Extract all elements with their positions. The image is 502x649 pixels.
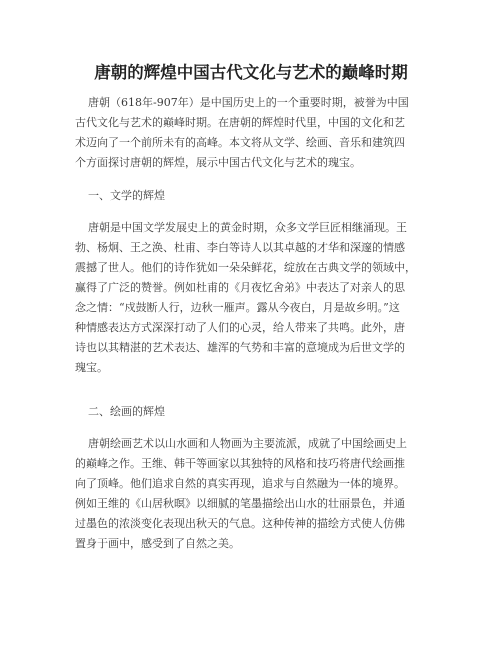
intro-line: 古代文化与艺术的巅峰时期。在唐朝的辉煌时代里，中国的文化和艺 [75, 116, 405, 129]
intro-line: 术迈向了一个前所未有的高峰。本文将从文学、绘画、音乐和建筑四 [75, 136, 405, 149]
section-heading-painting: 二、绘画的辉煌 [88, 405, 165, 418]
paragraph-line: 念之情：“戍鼓断人行，边秋一雁声。露从今夜白，月是故乡明。”这 [75, 301, 400, 314]
paragraph-line: 置身于画中，感受到了自然之美。 [75, 537, 240, 550]
paragraph-line: 种情感表达方式深深打动了人们的心灵，给人带来了共鸣。此外，唐 [75, 321, 405, 334]
intro-line: 唐朝（618年-907年）是中国历史上的一个重要时期，被誉为中国 [88, 96, 409, 109]
section-heading-literature: 一、文学的辉煌 [88, 189, 165, 202]
paragraph-line: 瑰宝。 [75, 361, 108, 374]
document-title: 唐朝的辉煌中国古代文化与艺术的巅峰时期 [94, 63, 408, 82]
paragraph-line: 赢得了广泛的赞誉。例如杜甫的《月夜忆舍弟》中表达了对亲人的思 [75, 281, 405, 294]
paragraph-line: 诗也以其精湛的艺术表达、雄浑的气势和丰富的意境成为后世文学的 [75, 341, 405, 354]
paragraph-line: 勃、杨炯、王之涣、杜甫、李白等诗人以其卓越的才华和深邃的情感 [75, 241, 405, 254]
intro-line: 个方面探讨唐朝的辉煌，展示中国古代文化与艺术的瑰宝。 [75, 156, 361, 169]
paragraph-line: 唐朝是中国文学发展史上的黄金时期，众多文学巨匠相继涌现。王 [88, 221, 407, 234]
paragraph-line: 震撼了世人。他们的诗作犹如一朵朵鲜花，绽放在古典文学的领域中， [75, 261, 416, 274]
paragraph-line: 过墨色的浓淡变化表现出秋天的气息。这种传神的描绘方式使人仿佛 [75, 517, 405, 530]
paragraph-line: 向了顶峰。他们追求自然的真实再现，追求与自然融为一体的境界。 [75, 477, 405, 490]
paragraph-line: 例如王维的《山居秋暝》以细腻的笔墨描绘出山水的壮丽景色，并通 [75, 497, 405, 510]
paragraph-line: 唐朝绘画艺术以山水画和人物画为主要流派，成就了中国绘画史上 [88, 437, 407, 450]
paragraph-line: 的巅峰之作。王维、韩干等画家以其独特的风格和技巧将唐代绘画推 [75, 457, 405, 470]
